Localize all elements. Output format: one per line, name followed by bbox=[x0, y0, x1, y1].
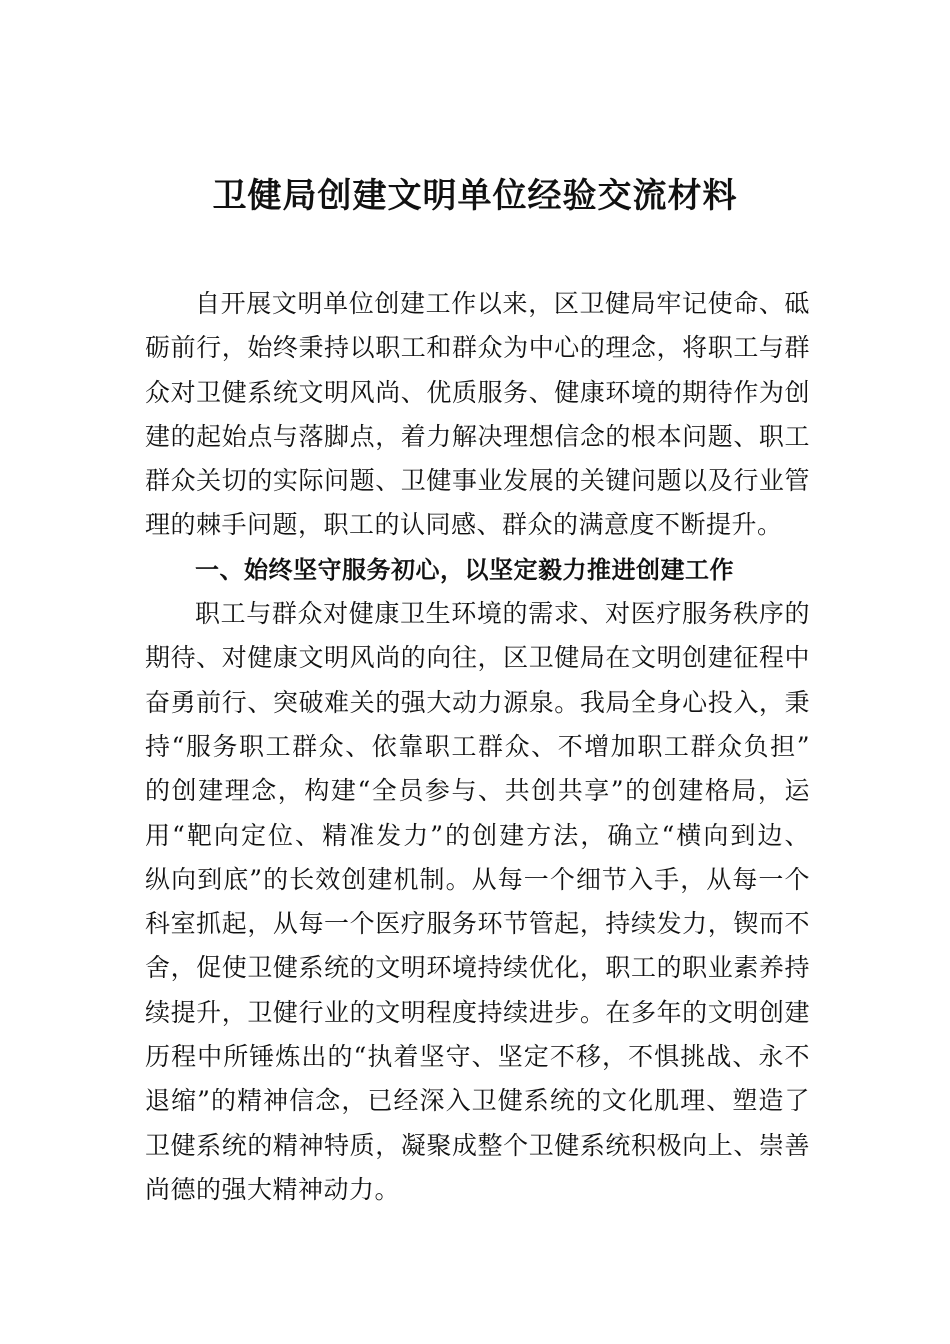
paragraph-2-line-2: 期待、对健康文明风尚的向往，区卫健局在文明创建征程中 bbox=[145, 643, 810, 673]
paragraph-2-line-9: 舍，促使卫健系统的文明环境持续优化，职工的职业素养持 bbox=[145, 953, 810, 983]
paragraph-1-line-5: 群众关切的实际问题、卫健事业发展的关键问题以及行业管 bbox=[145, 466, 810, 496]
paragraph-1-line-2: 砺前行，始终秉持以职工和群众为中心的理念，将职工与群 bbox=[145, 333, 810, 363]
paragraph-1-line-4: 建的起始点与落脚点，着力解决理想信念的根本问题、职工 bbox=[145, 421, 810, 451]
paragraph-2-line-5: 的创建理念，构建“全员参与、共创共享”的创建格局，运 bbox=[145, 776, 810, 806]
paragraph-2-line-3: 奋勇前行、突破难关的强大动力源泉。我局全身心投入，秉 bbox=[145, 687, 810, 717]
paragraph-2-line-11: 历程中所锤炼出的“执着坚守、坚定不移，不惧挑战、永不 bbox=[145, 1042, 810, 1072]
paragraph-2-line-8: 科室抓起，从每一个医疗服务环节管起，持续发力，锲而不 bbox=[145, 909, 810, 939]
paragraph-2-line-14: 尚德的强大精神动力。 bbox=[145, 1174, 401, 1204]
paragraph-2-line-4: 持“服务职工群众、依靠职工群众、不增加职工群众负担” bbox=[145, 731, 810, 761]
paragraph-2-line-12: 退缩”的精神信念，已经深入卫健系统的文化肌理、塑造了 bbox=[145, 1086, 810, 1116]
document-title: 卫健局创建文明单位经验交流材料 bbox=[212, 176, 738, 216]
paragraph-2-line-10: 续提升，卫健行业的文明程度持续进步。在多年的文明创建 bbox=[145, 997, 810, 1027]
paragraph-2-line-13: 卫健系统的精神特质，凝聚成整个卫健系统积极向上、崇善 bbox=[145, 1130, 810, 1160]
paragraph-2-line-6: 用“靶向定位、精准发力”的创建方法，确立“横向到边、 bbox=[145, 820, 810, 850]
paragraph-1-line-3: 众对卫健系统文明风尚、优质服务、健康环境的期待作为创 bbox=[145, 377, 810, 407]
document-body bbox=[145, 282, 810, 1212]
paragraph-2-line-7: 纵向到底”的长效创建机制。从每一个细节入手，从每一个 bbox=[145, 864, 810, 894]
section-heading-1: 一、始终坚守服务初心，以坚定毅力推进创建工作 bbox=[195, 555, 734, 584]
paragraph-1-line-1: 自开展文明单位创建工作以来，区卫健局牢记使命、砥 bbox=[195, 289, 810, 318]
paragraph-2-line-1: 职工与群众对健康卫生环境的需求、对医疗服务秩序的 bbox=[195, 599, 810, 629]
paragraph-1-line-6: 理的棘手问题，职工的认同感、群众的满意度不断提升。 bbox=[145, 510, 783, 540]
